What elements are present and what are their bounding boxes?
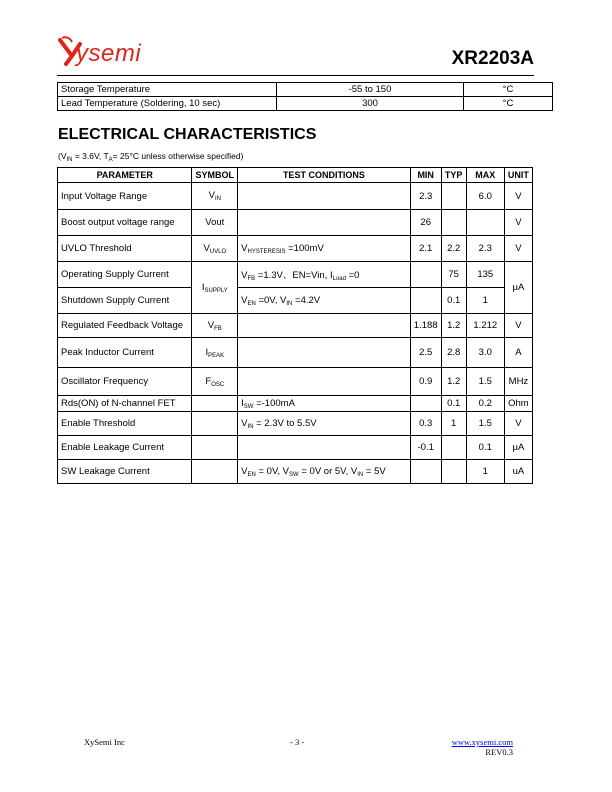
- condition-cell: [238, 412, 411, 436]
- unit-cell: A: [504, 338, 532, 368]
- cond-text: =4.2V: [292, 294, 321, 306]
- unit-cell: V: [504, 412, 532, 436]
- header-divider: [57, 75, 534, 76]
- unit-cell: Ohm: [504, 396, 532, 412]
- cond-sub: HYSTERESIS: [247, 248, 286, 255]
- header-symbol: SYMBOL: [192, 168, 238, 183]
- cond-text: =-100mA: [253, 397, 295, 409]
- table-row: [58, 368, 533, 396]
- unit-cell: uA: [504, 460, 532, 484]
- cond-text: V: [241, 294, 248, 306]
- symbol-sub: PEAK: [208, 352, 225, 359]
- typ-cell: 1: [441, 412, 466, 436]
- header-test-conditions: TEST CONDITIONS: [238, 168, 411, 183]
- symbol-cell: [192, 436, 238, 460]
- symbol-sub: OSC: [211, 381, 225, 388]
- cond-sub: EN: [247, 471, 256, 478]
- symbol-cell: [192, 314, 238, 338]
- cond-sub: IN: [247, 423, 254, 430]
- unit-cell: V: [504, 314, 532, 338]
- typ-cell: [441, 460, 466, 484]
- cond-sub: IN: [66, 157, 73, 163]
- param-cell: Shutdown Supply Current: [58, 288, 192, 314]
- table-row: [58, 210, 533, 236]
- max-cell: 135: [466, 262, 504, 288]
- symbol-cell: [192, 396, 238, 412]
- cond-text: = 5V: [363, 465, 386, 477]
- value-cell: -55 to 150: [277, 83, 464, 97]
- cond-text: = 2.3V to 5.5V: [253, 417, 317, 429]
- max-cell: 1.212: [466, 314, 504, 338]
- param-cell: Peak Inductor Current: [58, 338, 192, 368]
- max-cell: 1.5: [466, 412, 504, 436]
- header-typ: TYP: [441, 168, 466, 183]
- cond-sub: SW: [289, 471, 299, 478]
- condition-cell: [238, 368, 411, 396]
- table-row: [58, 183, 533, 210]
- condition-cell: [238, 210, 411, 236]
- symbol-sub: FB: [214, 325, 222, 332]
- max-cell: 1: [466, 460, 504, 484]
- symbol-sub: IN: [214, 196, 221, 202]
- min-cell: -0.1: [410, 436, 441, 460]
- param-cell: Input Voltage Range: [58, 183, 192, 210]
- unit-cell: MHz: [504, 368, 532, 396]
- cond-text: (V: [58, 151, 67, 161]
- unit-cell: μA: [504, 436, 532, 460]
- table-row: [58, 83, 553, 97]
- min-cell: 2.1: [410, 236, 441, 262]
- typ-cell: [441, 436, 466, 460]
- min-cell: 0.9: [410, 368, 441, 396]
- cond-sub: FB: [247, 276, 256, 282]
- cond-text: =0: [345, 270, 360, 281]
- electrical-characteristics-table: [57, 167, 533, 484]
- condition-cell: [238, 288, 411, 314]
- symbol-cell: [192, 338, 238, 368]
- min-cell: 26: [410, 210, 441, 236]
- cond-text: = 3.6V, T: [72, 151, 109, 161]
- max-cell: 6.0: [466, 183, 504, 210]
- unit-cell: μA: [504, 262, 532, 314]
- test-conditions-note: [58, 151, 243, 163]
- header-unit: UNIT: [504, 168, 532, 183]
- max-cell: 2.3: [466, 236, 504, 262]
- param-cell: Operating Supply Current: [58, 262, 192, 288]
- typ-cell: 0.1: [441, 396, 466, 412]
- typ-cell: 1.2: [441, 314, 466, 338]
- condition-cell: [238, 183, 411, 210]
- symbol-text: F: [205, 375, 212, 387]
- table-row: [58, 338, 533, 368]
- section-title: ELECTRICAL CHARACTERISTICS: [58, 126, 317, 143]
- typ-cell: 1.2: [441, 368, 466, 396]
- max-cell: [466, 210, 504, 236]
- value-cell: 300: [277, 97, 464, 111]
- symbol-cell: Vout: [192, 210, 238, 236]
- part-number: XR2203A: [451, 48, 534, 69]
- table-row: [58, 436, 533, 460]
- typ-cell: [441, 210, 466, 236]
- min-cell: 2.3: [410, 183, 441, 210]
- footer-revision: REV0.3: [485, 747, 513, 757]
- unit-cell: V: [504, 236, 532, 262]
- cond-text: =0V, V: [255, 294, 287, 306]
- cond-text: = 25°C unless otherwise specified): [112, 151, 244, 161]
- cond-sub: A: [108, 157, 113, 163]
- footer-page-number: - 3 -: [290, 737, 305, 747]
- table-row: [58, 236, 533, 262]
- symbol-cell: [192, 460, 238, 484]
- cond-text: V: [241, 417, 248, 429]
- unit-cell: °C: [464, 97, 553, 111]
- condition-cell: [238, 460, 411, 484]
- cond-sub: Load: [332, 276, 346, 282]
- param-cell: SW Leakage Current: [58, 460, 192, 484]
- symbol-cell: [192, 412, 238, 436]
- param-cell: UVLO Threshold: [58, 236, 192, 262]
- table-row: [58, 412, 533, 436]
- min-cell: 1.188: [410, 314, 441, 338]
- param-cell: Enable Leakage Current: [58, 436, 192, 460]
- min-cell: [410, 396, 441, 412]
- condition-cell: [238, 236, 411, 262]
- absolute-max-table: [57, 82, 553, 111]
- param-cell: Oscillator Frequency: [58, 368, 192, 396]
- logo-text: ysemi: [76, 40, 142, 67]
- condition-cell: [238, 338, 411, 368]
- symbol-text: I: [205, 346, 209, 358]
- table-row: [58, 97, 553, 111]
- footer-right: [445, 737, 513, 757]
- min-cell: [410, 262, 441, 288]
- symbol-sub: SUPPLY: [204, 287, 228, 294]
- symbol-cell: [192, 183, 238, 210]
- table-row: [58, 396, 533, 412]
- max-cell: 1.5: [466, 368, 504, 396]
- header-parameter: PARAMETER: [58, 168, 192, 183]
- condition-cell: [238, 314, 411, 338]
- typ-cell: 2.8: [441, 338, 466, 368]
- cond-text: =100mV: [285, 242, 324, 254]
- cond-sub: SW: [243, 403, 254, 410]
- param-cell: Lead Temperature (Soldering, 10 sec): [58, 97, 277, 111]
- unit-cell: V: [504, 183, 532, 210]
- condition-cell: [238, 396, 411, 412]
- table-row: [58, 314, 533, 338]
- symbol-sub: UVLO: [209, 248, 227, 255]
- cond-text: V: [241, 270, 248, 281]
- cond-text: = 0V or 5V, V: [298, 465, 358, 477]
- typ-cell: 0.1: [441, 288, 466, 314]
- symbol-text: V: [207, 319, 215, 331]
- unit-cell: °C: [464, 83, 553, 97]
- cond-text: V: [241, 465, 248, 477]
- min-cell: [410, 460, 441, 484]
- typ-cell: 75: [441, 262, 466, 288]
- footer-company: XySemi Inc: [84, 737, 125, 747]
- cond-sub: EN: [247, 300, 256, 307]
- max-cell: 1: [466, 288, 504, 314]
- cond-sub: IN: [357, 471, 364, 478]
- max-cell: 3.0: [466, 338, 504, 368]
- symbol-text: I: [201, 281, 205, 293]
- cond-text: =1.3V、EN=Vin, I: [255, 270, 333, 281]
- table-header-row: [58, 168, 533, 183]
- symbol-cell: [192, 236, 238, 262]
- table-row: [58, 288, 533, 314]
- max-cell: 0.1: [466, 436, 504, 460]
- min-cell: [410, 288, 441, 314]
- unit-cell: V: [504, 210, 532, 236]
- cond-text: I: [241, 397, 244, 409]
- symbol-cell: [192, 368, 238, 396]
- symbol-cell: [192, 262, 238, 314]
- typ-cell: [441, 183, 466, 210]
- cond-text: V: [241, 242, 248, 254]
- cond-sub: IN: [286, 300, 293, 307]
- param-cell: Storage Temperature: [58, 83, 277, 97]
- table-row: [58, 460, 533, 484]
- param-cell: Rds(ON) of N-channel FET: [58, 396, 192, 412]
- cond-text: = 0V, V: [255, 465, 290, 477]
- header-min: MIN: [410, 168, 441, 183]
- header-max: MAX: [466, 168, 504, 183]
- param-cell: Boost output voltage range: [58, 210, 192, 236]
- symbol-text: V: [208, 190, 215, 201]
- param-cell: Enable Threshold: [58, 412, 192, 436]
- param-cell: Regulated Feedback Voltage: [58, 314, 192, 338]
- condition-cell: [238, 436, 411, 460]
- max-cell: 0.2: [466, 396, 504, 412]
- typ-cell: 2.2: [441, 236, 466, 262]
- symbol-text: V: [203, 242, 210, 254]
- min-cell: 0.3: [410, 412, 441, 436]
- website-link[interactable]: www.xysemi.com: [451, 737, 513, 747]
- condition-cell: [238, 262, 411, 288]
- table-row: [58, 262, 533, 288]
- min-cell: 2.5: [410, 338, 441, 368]
